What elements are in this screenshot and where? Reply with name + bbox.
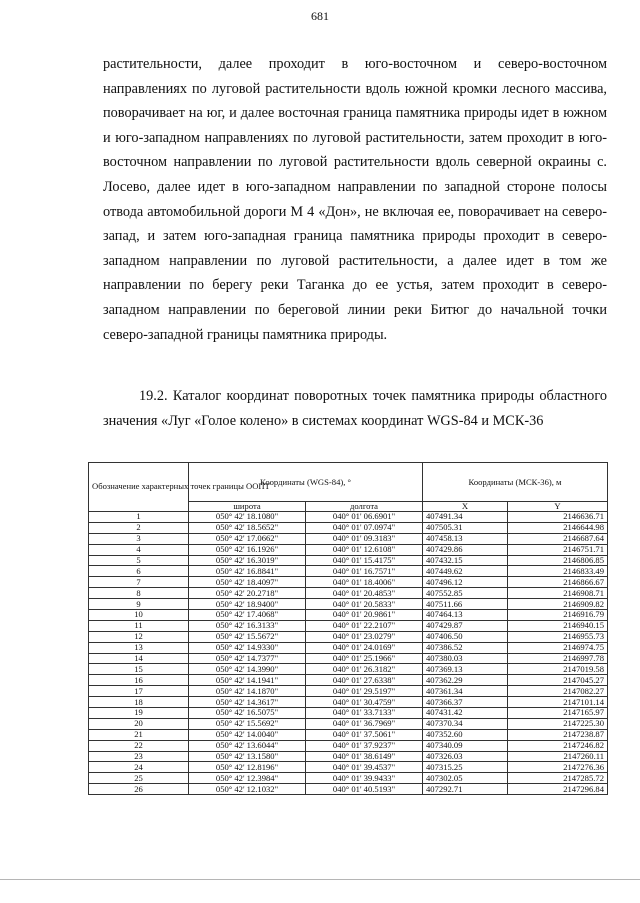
x-coordinate-cell: 407369.13 — [423, 664, 508, 675]
y-coordinate-cell: 2147225.30 — [508, 718, 608, 729]
x-coordinate-cell: 407406.50 — [423, 631, 508, 642]
table-row — [89, 762, 608, 773]
point-number: 17 — [89, 686, 189, 697]
table-row — [89, 784, 608, 795]
latitude-cell: 050° 42' 12.8196" — [189, 762, 306, 773]
point-number: 14 — [89, 653, 189, 664]
latitude-cell: 050° 42' 12.3984" — [189, 773, 306, 784]
longitude-cell: 040° 01' 39.9433" — [306, 773, 423, 784]
latitude-cell: 050° 42' 16.8841" — [189, 566, 306, 577]
table-row — [89, 512, 608, 523]
x-coordinate-cell: 407491.34 — [423, 512, 508, 523]
subheader-x: X — [423, 502, 508, 512]
x-coordinate-cell: 407352.60 — [423, 729, 508, 740]
y-coordinate-cell: 2147276.36 — [508, 762, 608, 773]
longitude-cell: 040° 01' 37.9237" — [306, 740, 423, 751]
x-coordinate-cell: 407292.71 — [423, 784, 508, 795]
x-coordinate-cell: 407326.03 — [423, 751, 508, 762]
x-coordinate-cell: 407362.29 — [423, 675, 508, 686]
point-number: 6 — [89, 566, 189, 577]
y-coordinate-cell: 2147101.14 — [508, 697, 608, 708]
body-paragraph: растительности, далее проходит в юго-восточном и северо-восточном направлениях по луговой растительности вдоль южной кромки лесного массива, поворачивает на юг, и далее восточная граница памятника природы идет в южном и юго-западном направлениях по луговой растительности, затем проходит в юго-восточном направлении по луговой растительности вдоль северной окраины с. Лосево, далее идет в юго-западном направлении по западной стороне полосы отвода автомобильной дороги М 4 «Дон», не включая ее, поворачивает на северо-запад, и затем юго-западная граница памятника природы проходит в северо-западном направлении по луговой растительности, а далее идет в том же направлении по берегу реки Таганка до ее устья, затем проходит в северо-западном направлении по береговой линии реки Битюг до начальной точки северо-западной границы памятника природы. — [103, 56, 607, 343]
latitude-cell: 050° 42' 18.4097" — [189, 577, 306, 588]
header-msk36: Координаты (МСК-36), м — [423, 463, 608, 502]
longitude-cell: 040° 01' 36.7969" — [306, 718, 423, 729]
point-number: 12 — [89, 631, 189, 642]
point-number: 5 — [89, 555, 189, 566]
x-coordinate-cell: 407386.52 — [423, 642, 508, 653]
latitude-cell: 050° 42' 14.1941" — [189, 675, 306, 686]
y-coordinate-cell: 2146833.49 — [508, 566, 608, 577]
longitude-cell: 040° 01' 12.6108" — [306, 544, 423, 555]
point-number: 7 — [89, 577, 189, 588]
y-coordinate-cell: 2146916.79 — [508, 610, 608, 621]
table-row — [89, 610, 608, 621]
longitude-cell: 040° 01' 33.7133" — [306, 708, 423, 719]
longitude-cell: 040° 01' 37.5061" — [306, 729, 423, 740]
y-coordinate-cell: 2147260.11 — [508, 751, 608, 762]
point-number: 24 — [89, 762, 189, 773]
point-number: 26 — [89, 784, 189, 795]
x-coordinate-cell: 407505.31 — [423, 522, 508, 533]
point-number: 16 — [89, 675, 189, 686]
table-row — [89, 686, 608, 697]
point-number: 13 — [89, 642, 189, 653]
longitude-cell: 040° 01' 06.6901" — [306, 512, 423, 523]
table-row — [89, 708, 608, 719]
longitude-cell: 040° 01' 39.4537" — [306, 762, 423, 773]
longitude-cell: 040° 01' 30.4759" — [306, 697, 423, 708]
y-coordinate-cell: 2147285.72 — [508, 773, 608, 784]
latitude-cell: 050° 42' 18.9400" — [189, 599, 306, 610]
table-row — [89, 620, 608, 631]
latitude-cell: 050° 42' 18.1080" — [189, 512, 306, 523]
point-number: 2 — [89, 522, 189, 533]
latitude-cell: 050° 42' 16.5075" — [189, 708, 306, 719]
footer-divider — [0, 879, 640, 880]
longitude-cell: 040° 01' 27.6338" — [306, 675, 423, 686]
y-coordinate-cell: 2147296.84 — [508, 784, 608, 795]
y-coordinate-cell: 2146806.85 — [508, 555, 608, 566]
subheader-y: Y — [508, 502, 608, 512]
y-coordinate-cell: 2146751.71 — [508, 544, 608, 555]
table-row — [89, 544, 608, 555]
longitude-cell: 040° 01' 20.5833" — [306, 599, 423, 610]
table-row — [89, 664, 608, 675]
longitude-cell: 040° 01' 26.3182" — [306, 664, 423, 675]
latitude-cell: 050° 42' 16.3019" — [189, 555, 306, 566]
y-coordinate-cell: 2146955.73 — [508, 631, 608, 642]
longitude-cell: 040° 01' 22.2107" — [306, 620, 423, 631]
x-coordinate-cell: 407464.13 — [423, 610, 508, 621]
table-row — [89, 697, 608, 708]
x-coordinate-cell: 407315.25 — [423, 762, 508, 773]
table-row — [89, 718, 608, 729]
point-number: 23 — [89, 751, 189, 762]
x-coordinate-cell: 407429.87 — [423, 620, 508, 631]
longitude-cell: 040° 01' 15.4175" — [306, 555, 423, 566]
y-coordinate-cell: 2146997.78 — [508, 653, 608, 664]
latitude-cell: 050° 42' 14.9330" — [189, 642, 306, 653]
x-coordinate-cell: 407361.34 — [423, 686, 508, 697]
x-coordinate-cell: 407366.37 — [423, 697, 508, 708]
latitude-cell: 050° 42' 20.2718" — [189, 588, 306, 599]
y-coordinate-cell: 2146866.67 — [508, 577, 608, 588]
longitude-cell: 040° 01' 20.9861" — [306, 610, 423, 621]
x-coordinate-cell: 407302.05 — [423, 773, 508, 784]
y-coordinate-cell: 2147238.87 — [508, 729, 608, 740]
x-coordinate-cell: 407432.15 — [423, 555, 508, 566]
latitude-cell: 050° 42' 14.0040" — [189, 729, 306, 740]
x-coordinate-cell: 407511.66 — [423, 599, 508, 610]
table-row — [89, 533, 608, 544]
x-coordinate-cell: 407370.34 — [423, 718, 508, 729]
point-number: 20 — [89, 718, 189, 729]
latitude-cell: 050° 42' 12.1032" — [189, 784, 306, 795]
x-coordinate-cell: 407458.13 — [423, 533, 508, 544]
point-number: 21 — [89, 729, 189, 740]
point-number: 15 — [89, 664, 189, 675]
y-coordinate-cell: 2146687.64 — [508, 533, 608, 544]
subheader-longitude: долгота — [306, 502, 423, 512]
point-number: 19 — [89, 708, 189, 719]
x-coordinate-cell: 407429.86 — [423, 544, 508, 555]
page-number: 681 — [311, 9, 329, 23]
point-number: 18 — [89, 697, 189, 708]
y-coordinate-cell: 2147246.82 — [508, 740, 608, 751]
latitude-cell: 050° 42' 16.1926" — [189, 544, 306, 555]
longitude-cell: 040° 01' 24.0169" — [306, 642, 423, 653]
y-coordinate-cell: 2147045.27 — [508, 675, 608, 686]
x-coordinate-cell: 407380.03 — [423, 653, 508, 664]
table-row — [89, 588, 608, 599]
longitude-cell: 040° 01' 07.0974" — [306, 522, 423, 533]
y-coordinate-cell: 2147165.97 — [508, 708, 608, 719]
table-row — [89, 566, 608, 577]
y-coordinate-cell: 2146974.75 — [508, 642, 608, 653]
latitude-cell: 050° 42' 16.3133" — [189, 620, 306, 631]
x-coordinate-cell: 407340.09 — [423, 740, 508, 751]
latitude-cell: 050° 42' 13.1580" — [189, 751, 306, 762]
table-row — [89, 555, 608, 566]
point-number: 22 — [89, 740, 189, 751]
coordinates-table-body — [89, 512, 608, 795]
y-coordinate-cell: 2146644.98 — [508, 522, 608, 533]
section-heading: 19.2. Каталог координат поворотных точек памятника природы областного значения «Луг «Голое колено» в системах координат WGS-84 и МСК-36 — [103, 388, 607, 429]
longitude-cell: 040° 01' 23.0279" — [306, 631, 423, 642]
longitude-cell: 040° 01' 18.4006" — [306, 577, 423, 588]
latitude-cell: 050° 42' 14.7377" — [189, 653, 306, 664]
latitude-cell: 050° 42' 15.5692" — [189, 718, 306, 729]
point-number: 1 — [89, 512, 189, 523]
y-coordinate-cell: 2146940.15 — [508, 620, 608, 631]
table-row — [89, 599, 608, 610]
table-row — [89, 642, 608, 653]
latitude-cell: 050° 42' 14.1870" — [189, 686, 306, 697]
latitude-cell: 050° 42' 14.3617" — [189, 697, 306, 708]
table-row — [89, 653, 608, 664]
table-row — [89, 751, 608, 762]
x-coordinate-cell: 407552.85 — [423, 588, 508, 599]
latitude-cell: 050° 42' 14.3990" — [189, 664, 306, 675]
coordinates-table — [88, 462, 608, 795]
latitude-cell: 050° 42' 18.5652" — [189, 522, 306, 533]
table-row — [89, 729, 608, 740]
point-number: 9 — [89, 599, 189, 610]
table-row — [89, 522, 608, 533]
point-number: 10 — [89, 610, 189, 621]
table-row — [89, 773, 608, 784]
longitude-cell: 040° 01' 09.3183" — [306, 533, 423, 544]
latitude-cell: 050° 42' 13.6044" — [189, 740, 306, 751]
table-row — [89, 631, 608, 642]
longitude-cell: 040° 01' 20.4853" — [306, 588, 423, 599]
table-row — [89, 675, 608, 686]
point-number: 8 — [89, 588, 189, 599]
point-number: 4 — [89, 544, 189, 555]
y-coordinate-cell: 2146908.71 — [508, 588, 608, 599]
longitude-cell: 040° 01' 16.7571" — [306, 566, 423, 577]
y-coordinate-cell: 2146636.71 — [508, 512, 608, 523]
point-number: 11 — [89, 620, 189, 631]
x-coordinate-cell: 407496.12 — [423, 577, 508, 588]
x-coordinate-cell: 407449.62 — [423, 566, 508, 577]
latitude-cell: 050° 42' 17.4068" — [189, 610, 306, 621]
header-designation: Обозначение характерных точек границы ООПТ — [89, 463, 189, 512]
longitude-cell: 040° 01' 25.1966" — [306, 653, 423, 664]
subheader-latitude: широта — [189, 502, 306, 512]
y-coordinate-cell: 2147082.27 — [508, 686, 608, 697]
longitude-cell: 040° 01' 29.5197" — [306, 686, 423, 697]
longitude-cell: 040° 01' 38.6149" — [306, 751, 423, 762]
point-number: 25 — [89, 773, 189, 784]
point-number: 3 — [89, 533, 189, 544]
x-coordinate-cell: 407431.42 — [423, 708, 508, 719]
latitude-cell: 050° 42' 15.5672" — [189, 631, 306, 642]
y-coordinate-cell: 2147019.58 — [508, 664, 608, 675]
y-coordinate-cell: 2146909.82 — [508, 599, 608, 610]
header-wgs84: Координаты (WGS-84), ° — [189, 463, 423, 502]
latitude-cell: 050° 42' 17.0662" — [189, 533, 306, 544]
longitude-cell: 040° 01' 40.5193" — [306, 784, 423, 795]
table-row — [89, 740, 608, 751]
table-row — [89, 577, 608, 588]
